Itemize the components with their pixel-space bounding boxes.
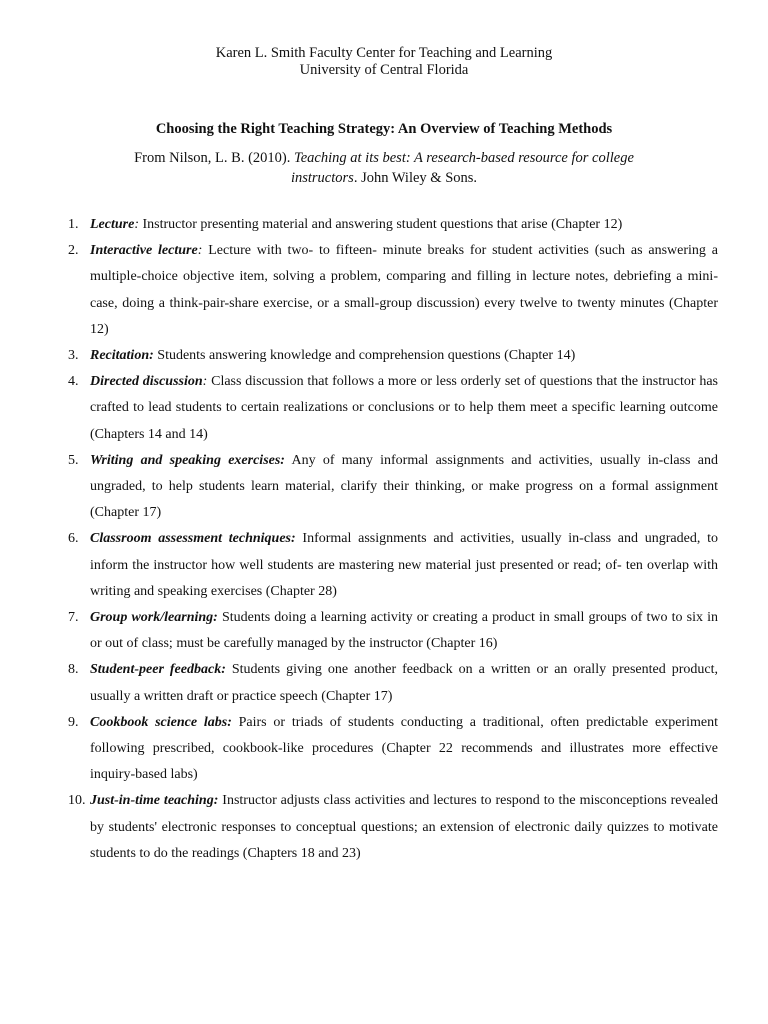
method-term: Interactive lecture <box>90 243 198 259</box>
item-number: 1. <box>68 217 79 232</box>
list-item <box>68 343 718 369</box>
document-title: Choosing the Right Teaching Strategy: An Overview of Teaching Methods <box>155 121 613 137</box>
list-item <box>68 369 718 448</box>
center-name: Karen L. Smith Faculty Center for Teaching and Learning <box>215 45 553 61</box>
list-item <box>68 710 718 789</box>
item-number: 3. <box>68 348 79 364</box>
list-item <box>68 657 718 709</box>
list-item <box>68 238 718 343</box>
item-number: 9. <box>68 714 79 730</box>
teaching-methods-list <box>68 212 718 867</box>
method-description: Pairs or triads of students conducting a traditional, often predictable experiment following prescribed, cookbook-like procedures (Chapter 22 recommends and illustrates more effective inquiry-based labs) <box>90 714 718 783</box>
item-number: 10. <box>68 793 86 809</box>
method-term: Writing and speaking exercises: <box>90 452 285 468</box>
list-item <box>68 212 718 238</box>
method-description: Students giving one another feedback on a written or an orally presented product, usually a written draft or practice speech (Chapter 17) <box>90 662 719 704</box>
method-term: Just-in-time teaching: <box>90 793 219 809</box>
item-number: 7. <box>68 610 79 626</box>
term-separator: : <box>202 374 208 390</box>
method-term: Group work/learning: <box>90 610 218 626</box>
item-number: 6. <box>68 531 79 547</box>
list-item <box>68 448 718 527</box>
term-separator: : <box>134 217 139 232</box>
method-term: Recitation: <box>90 348 154 364</box>
institution-header <box>0 45 768 79</box>
method-description: Instructor presenting material and answering student questions that arise (Chapter 12) <box>139 217 623 232</box>
citation-suffix: . John Wiley & Sons. <box>353 170 478 186</box>
item-number: 5. <box>68 452 79 468</box>
item-number: 8. <box>68 662 79 678</box>
list-item <box>68 526 718 605</box>
method-term: Student-peer feedback: <box>90 662 226 678</box>
citation-prefix: From Nilson, L. B. (2010). <box>134 150 294 166</box>
university-name: University of Central Florida <box>299 62 469 78</box>
method-term: Classroom assessment techniques: <box>90 531 296 547</box>
source-citation <box>110 148 658 188</box>
list-item <box>68 788 718 867</box>
method-description: Class discussion that follows a more or less orderly set of questions that the instructor has crafted to lead students to certain realizations or conclusions or to help them meet a specific learning outcome (Chapters 14 and 14) <box>90 374 718 442</box>
method-term: Lecture <box>90 217 135 232</box>
method-description: Students doing a learning activity or creating a product in small groups of two to six in or out of class; must be carefully managed by the instructor (Chapter 16) <box>90 610 718 652</box>
method-description: Students answering knowledge and comprehension questions (Chapter 14) <box>153 348 576 364</box>
method-description: Informal assignments and activities, usually in-class and ungraded, to inform the instructor how well students are mastering new material just presented or read; of- ten overlap with writing and speaking exercises (Chapter 28) <box>90 531 719 599</box>
item-number: 2. <box>68 243 79 259</box>
method-term: Directed discussion <box>90 374 203 390</box>
method-description: Any of many informal assignments and activities, usually in-class and ungraded, to help students learn material, clarify their thinking, or make progress on a formal assignment (Chapter 17) <box>90 452 718 521</box>
citation-book-title: Teaching at its best: A research-based resource for college instructors <box>290 150 634 186</box>
term-separator: : <box>197 243 203 259</box>
list-item <box>68 605 718 657</box>
method-term: Cookbook science labs: <box>90 714 232 730</box>
method-description: Instructor adjusts class activities and lectures to respond to the misconceptions revealed by students' electronic responses to conceptual questions; an extension of electronic daily quizzes to motivate students to do the readings (Chapters 18 and 23) <box>90 793 718 861</box>
item-number: 4. <box>68 374 79 390</box>
method-description: Lecture with two- to fifteen- minute breaks for student activities (such as answering a multiple-choice objective item, solving a problem, comparing and filling in lecture notes, debriefing a mini-case, doing a think-pair-share exercise, or a small-group discussion) every twelve to twenty minutes (Chapter 12) <box>90 243 718 337</box>
